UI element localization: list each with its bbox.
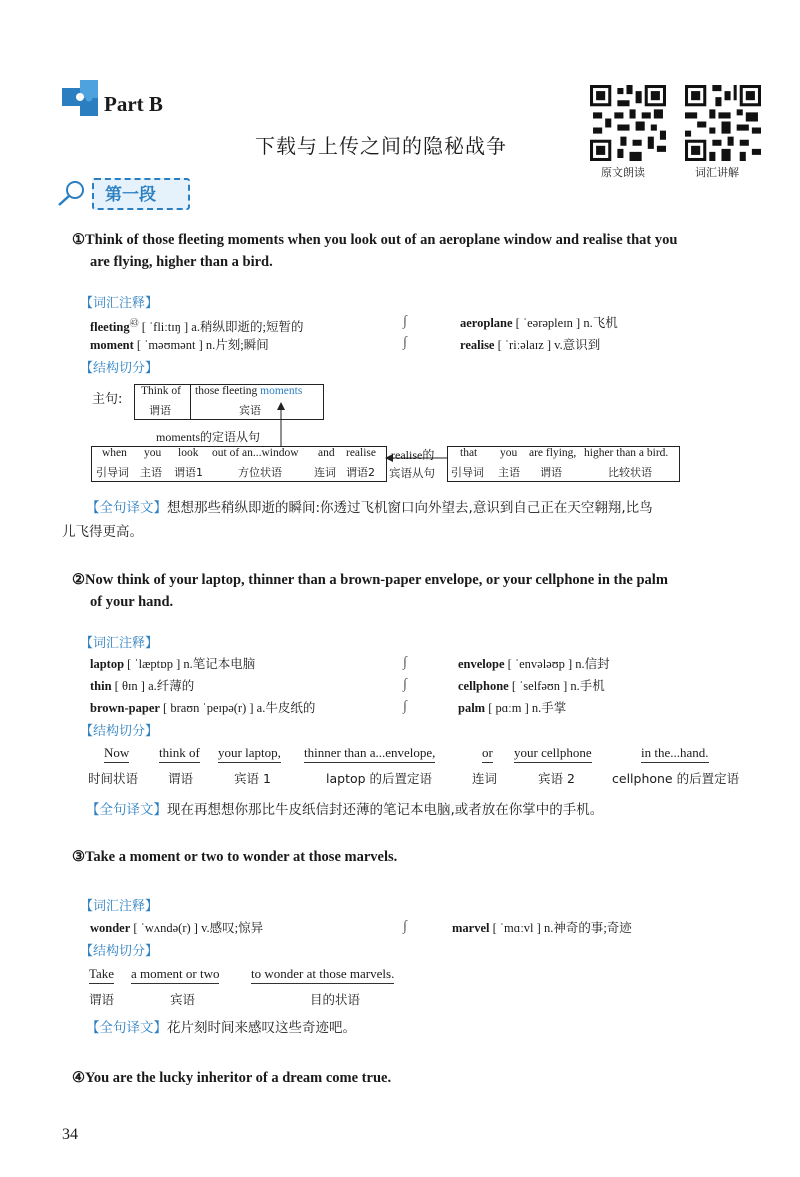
translation-2: 【全句译文】现在再想想你那比牛皮纸信封还薄的笔记本电脑,或者放在你掌中的手机。 [86,802,604,818]
role-label: 谓语 [149,404,171,417]
role-label: 目的状语 [310,992,361,1007]
vocab-item: marvel [ ˈmɑːvl ] n.神奇的事;奇迹 [452,921,632,935]
role-label: laptop 的后置定语 [326,771,433,786]
vocab-tag: 【词汇注释】 [80,899,159,914]
page-number: 34 [62,1126,78,1143]
sentence-4: ④You are the lucky inheritor of a dream come true. [72,1070,392,1086]
main-object: those fleeting moments [195,385,303,397]
vocab-item: palm [ pɑːm ] n.手掌 [458,701,567,715]
role-label: 连词 [472,771,498,786]
vocab-item: aeroplane [ ˈeərəpleɪn ] n.飞机 [460,316,618,330]
structure-tag: 【结构切分】 [80,724,159,739]
role-label: cellphone 的后置定语 [612,771,740,786]
structure-word: Now [104,745,129,763]
clause-word: you [500,447,518,459]
role-label: 谓语 [540,466,562,479]
clause-word: when [102,447,127,459]
clause-word: and [318,447,335,459]
sentence-2-line2: of your hand. [90,594,174,610]
role-label: 谓语 [89,992,115,1007]
clause-word: out of an...window [212,447,299,459]
wave-divider-icon: ∫ [403,335,407,350]
clause-word: that [460,447,478,459]
role-label: 引导词 [451,466,484,479]
article-title: 下载与上传之间的隐秘战争 [255,134,507,158]
clause-word: are flying, [529,447,577,459]
vocab-item: cellphone [ ˈselfəʊn ] n.手机 [458,679,605,693]
relative-clause-label: moments的定语从句 [156,430,260,444]
main-clause-box [134,384,324,420]
qr-label-vocab: 词汇讲解 [695,166,739,179]
structure-word: in the...hand. [641,745,709,763]
structure-tag: 【结构切分】 [80,944,159,959]
main-predicate: Think of [141,385,181,397]
translation-1-line2: 儿飞得更高。 [62,524,143,540]
section-label: 第一段 [105,185,156,205]
structure-word: to wonder at those marvels. [251,966,394,984]
object-clause-label: realise的 [391,448,435,462]
role-label: 方位状语 [238,466,282,479]
wave-divider-icon: ∫ [403,655,407,670]
sentence-text-line1: Think of those fleeting moments when you look out of an aeroplane window and realise that you [85,232,678,248]
vocab-tag: 【词汇注释】 [80,636,159,651]
puzzle-logo-icon [60,78,102,120]
role-label: 连词 [314,466,336,479]
vocab-item: envelope [ ˈenvələʊp ] n.信封 [458,657,610,671]
main-clause-label: 主句: [92,392,123,407]
vocab-item: moment [ ˈməʊmənt ] n.片刻;瞬间 [90,338,269,352]
role-label: 宾语 [239,404,261,417]
vocab-item: brown-paper [ braʊn ˈpeɪpə(r) ] a.牛皮纸的 [90,701,316,715]
object-clause-box [447,446,680,482]
role-label: 谓语 [168,771,194,786]
clause-word: higher than a bird. [584,447,669,459]
wave-divider-icon: ∫ [403,699,407,714]
clause-word: look [178,447,199,459]
wave-divider-icon: ∫ [403,677,407,692]
vocab-tag: 【词汇注释】 [80,296,159,311]
role-label: 时间状语 [88,771,139,786]
sentence-2: ②Now think of your laptop, thinner than a brown-paper envelope, or your cellphone in the palm [72,572,668,588]
structure-word: thinner than a...envelope, [304,745,435,763]
sentence-number: ① [72,232,85,248]
qr-label-reading: 原文朗读 [601,166,645,179]
arrow-up-icon [270,400,290,446]
magnifier-icon [55,178,91,208]
clause-word: you [144,447,162,459]
structure-word: your laptop, [218,745,281,763]
structure-word: your cellphone [514,745,592,763]
role-label: 引导词 [96,466,129,479]
qr-code-vocab-icon[interactable] [685,85,761,161]
sentence-1 [72,229,677,251]
role-label: 宾语 [170,992,196,1007]
wave-divider-icon: ∫ [403,314,407,329]
structure-word: think of [159,745,200,763]
structure-tag: 【结构切分】 [80,361,159,376]
role-label: 谓语2 [346,466,375,479]
role-label: 谓语1 [174,466,203,479]
relative-clause-box [91,446,387,482]
structure-word: Take [89,966,114,984]
object-clause-label: 宾语从句 [389,466,435,480]
sentence-1-line2: are flying, higher than a bird. [90,254,273,270]
qr-code-reading-icon[interactable] [590,85,666,161]
role-label: 主语 [140,466,162,479]
vocab-item: realise [ ˈriːəlaɪz ] v.意识到 [460,338,601,352]
role-label: 宾语 2 [538,771,575,786]
structure-word: a moment or two [131,966,219,984]
wave-divider-icon: ∫ [403,919,407,934]
vocab-item: wonder [ ˈwʌndə(r) ] v.感叹;惊异 [90,921,264,935]
sentence-3: ③Take a moment or two to wonder at those marvels. [72,849,398,865]
vocab-item: thin [ θɪn ] a.纤薄的 [90,679,195,693]
clause-word: realise [346,447,377,459]
vocab-item: laptop [ ˈlæptɒp ] n.笔记本电脑 [90,657,256,671]
part-title: Part B [104,92,163,116]
role-label: 主语 [498,466,520,479]
role-label: 比较状语 [608,466,652,479]
structure-word: or [482,745,493,763]
role-label: 宾语 1 [234,771,271,786]
translation-1: 【全句译文】想想那些稍纵即逝的瞬间:你透过飞机窗口向外望去,意识到自己正在天空翱翔,比鸟 [86,500,653,516]
translation-3: 【全句译文】花片刻时间来感叹这些奇迹吧。 [86,1020,356,1036]
vocab-item: fleeting$^㊸$ [ ˈfliːtɪŋ ] a.稍纵即逝的;短暂的 [90,318,304,335]
